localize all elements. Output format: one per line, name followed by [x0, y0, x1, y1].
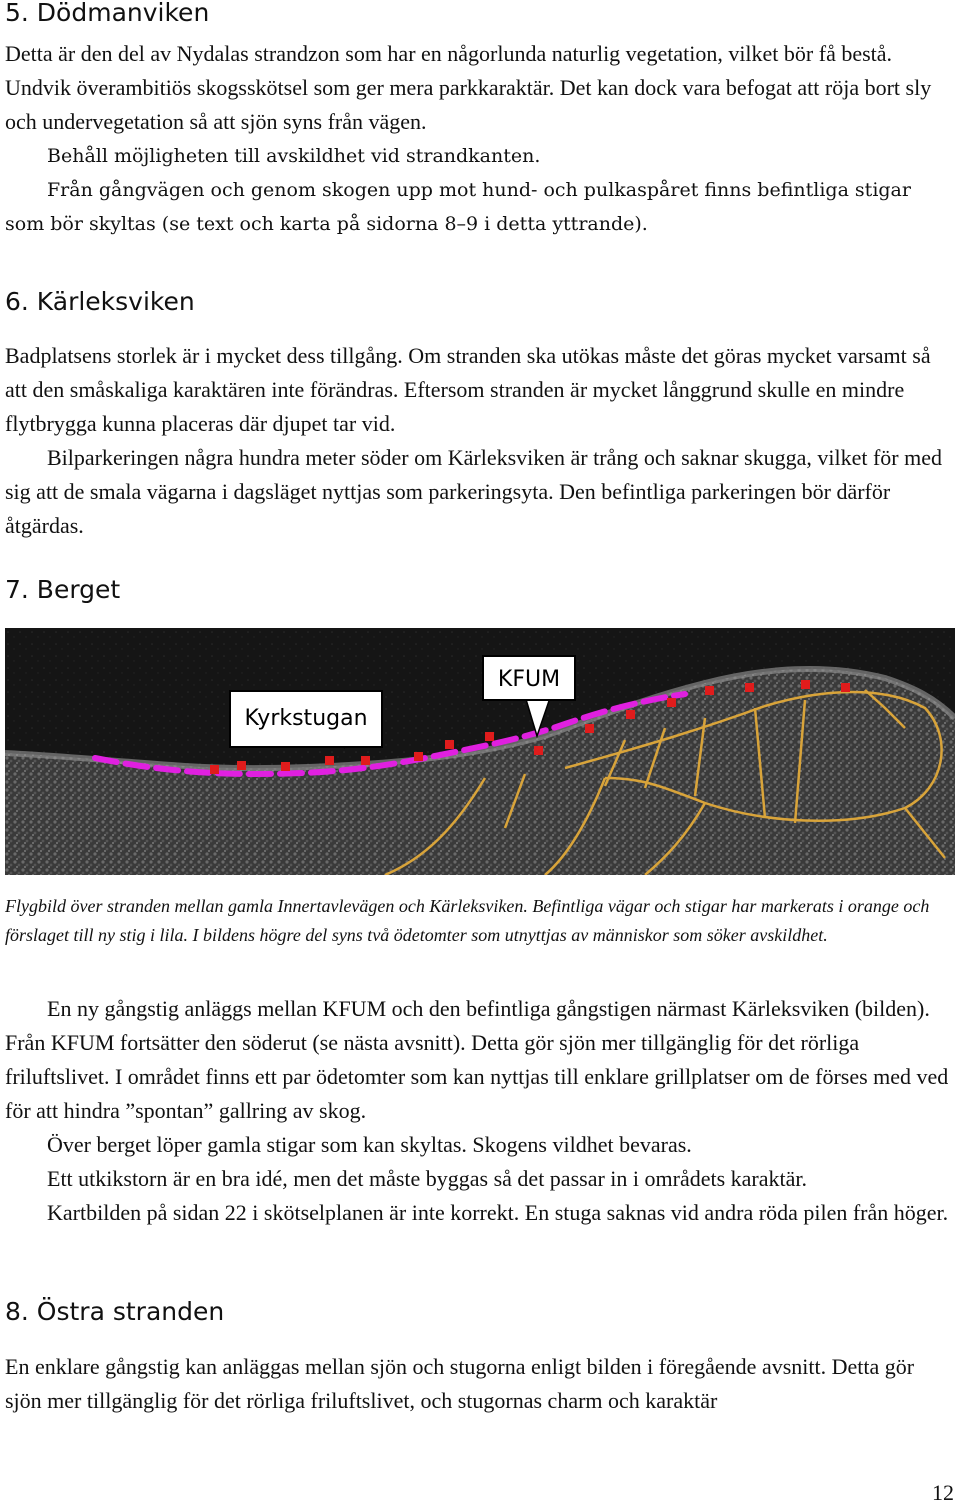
section-heading-karleksviken: 6. Kärleksviken — [5, 287, 195, 316]
section-body-ostra-stranden — [5, 1350, 953, 1418]
paragraph: Kartbilden på sidan 22 i skötselplanen är inte korrekt. En stuga saknas vid andra röda pilen från höger. — [47, 1200, 949, 1225]
paragraph: Från gångvägen och genom skogen upp mot hund- och pulkaspåret finns befintliga stigar som bör skyltas (se text och karta på sidorna 8–9 i detta yttrande). — [5, 179, 911, 235]
paragraph: Detta är den del av Nydalas strandzon som har en någorlunda naturlig vegetation, vilket bör få bestå. Undvik överambitiös skogsskötsel som ger mera parkkaraktär. Det kan dock vara befogat att röja bort sly och undervegetation så att sjön syns från vägen. — [5, 41, 932, 134]
photo-caption: Flygbild över stranden mellan gamla Innertavlevägen och Kärleksviken. Befintliga vägar och stigar har markerats i orange och förslaget till ny stig i lila. I bildens högre del syns två ödetomter som utnyttjas av människor som söker avskildhet. — [5, 896, 930, 945]
paragraph: Ett utkikstorn är en bra idé, men det måste byggas så det passar in i områdets karaktär. — [47, 1166, 807, 1191]
paragraph: Badplatsens storlek är i mycket dess tillgång. Om stranden ska utökas måste det göras mycket varsamt så att den småskaliga karaktären inte förändras. Eftersom stranden är mycket långgrund skulle en mindre flytbrygga kunna placeras där djupet tar vid. — [5, 343, 931, 436]
paragraph: Behåll möjligheten till avskildhet vid strandkanten. — [47, 145, 541, 167]
section-body-karleksviken — [5, 339, 953, 543]
label-kyrkstugan: Kyrkstugan — [244, 706, 368, 731]
callout-kyrkstugan — [230, 691, 382, 748]
paragraph: En ny gångstig anläggs mellan KFUM och den befintliga gångstigen närmast Kärleksviken (bilden). Från KFUM fortsätter den söderut (se nästa avsnitt). Detta gör sjön mer tillgänglig för det rörliga friluftslivet. I området finns ett par ödetomter som kan nyttjas till enklare grillplatser om de förses med ved för att hindra ”spontan” gallring av skog. — [5, 996, 949, 1123]
section-heading-berget: 7. Berget — [5, 575, 121, 604]
paragraph: Över berget löper gamla stigar som kan skyltas. Skogens vildhet bevaras. — [47, 1132, 692, 1157]
paragraph: En enklare gångstig kan anläggas mellan sjön och stugorna enligt bilden i föregående avsnitt. Detta gör sjön mer tillgänglig för det rörliga friluftslivet, och stugornas charm och karaktär — [5, 1354, 915, 1413]
section-body-dodmanviken — [5, 37, 953, 241]
aerial-photo — [5, 628, 955, 875]
section-heading-ostra-stranden: 8. Östra stranden — [5, 1297, 225, 1326]
section-body-berget — [5, 992, 953, 1230]
label-kfum: KFUM — [497, 667, 561, 692]
section-heading-dodmanviken: 5. Dödmanviken — [5, 0, 210, 27]
page-number: 12 — [932, 1480, 954, 1505]
paragraph: Bilparkeringen några hundra meter söder om Kärleksviken är trång och saknar skugga, vilket för med sig att de smala vägarna i dagsläget nyttjas som parkeringsyta. Den befintliga parkeringen bör därför åtgärdas. — [5, 445, 942, 538]
